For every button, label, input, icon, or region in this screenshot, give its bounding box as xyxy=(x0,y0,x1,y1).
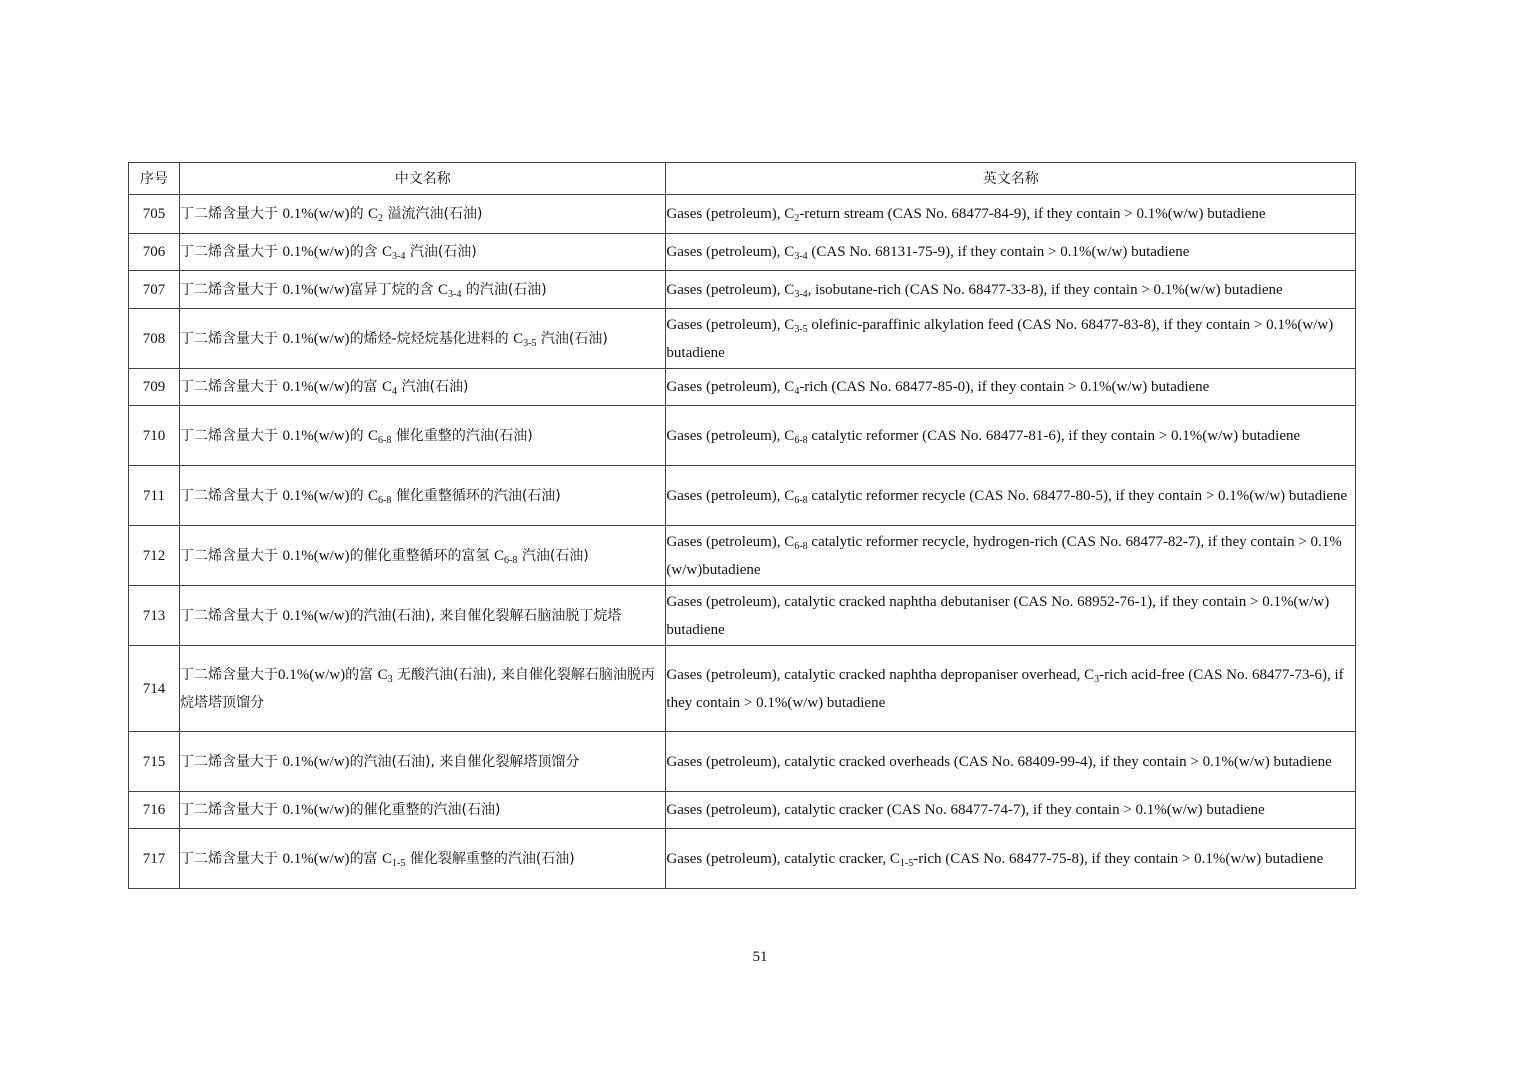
page-number: 51 xyxy=(752,949,768,965)
name-text-segment: 0.1%(w/w) xyxy=(282,330,350,347)
table-row xyxy=(129,586,1356,646)
name-text-segment: 丁二烯含量大于 xyxy=(180,244,283,260)
serial-number-cell: 715 xyxy=(129,732,180,792)
subscript-text: 4 xyxy=(794,386,800,397)
substance-table xyxy=(128,162,1356,889)
chinese-name-cell xyxy=(180,466,666,526)
name-text-segment: 0.1%(w/w) xyxy=(282,487,350,504)
chinese-name-cell xyxy=(180,195,666,234)
name-text-segment: 丁二烯含量大于 xyxy=(180,802,283,818)
serial-number-cell: 706 xyxy=(129,234,180,271)
name-text-segment: Gases (petroleum), C xyxy=(666,316,795,333)
subscript-text: 3 xyxy=(387,673,393,685)
name-text-segment: 汽油(石油) xyxy=(517,547,589,564)
table-row xyxy=(129,732,1356,792)
table-row xyxy=(129,234,1356,271)
header-chinese-name: 中文名称 xyxy=(180,163,666,195)
name-text-segment: 的 xyxy=(349,487,369,504)
chinese-name-cell xyxy=(180,271,666,309)
name-text-segment: 0.1%(w/w) xyxy=(282,753,350,770)
name-text-segment: 的汽油(石油) xyxy=(461,281,547,298)
name-text-segment: 汽油(石油) xyxy=(405,244,477,260)
name-text-segment: 汽油(石油) xyxy=(536,330,608,347)
name-text-segment: 丁二烯含量大于 xyxy=(180,281,283,298)
subscript-text: 6-8 xyxy=(794,540,808,552)
subscript-text: 3-4 xyxy=(794,288,808,300)
name-text-segment: 的 xyxy=(349,206,369,222)
name-text-segment: 丁二烯含量大于 xyxy=(180,666,279,683)
name-text-segment: 0.1%(w/w) xyxy=(282,547,350,564)
subscript-text: 6-8 xyxy=(794,434,808,446)
name-text-segment: 0.1%(w/w) xyxy=(282,607,350,624)
english-name-cell xyxy=(666,369,1356,406)
table-row xyxy=(129,526,1356,586)
name-text-segment: 的汽油(石油), 来自催化裂解塔顶馏分 xyxy=(349,753,580,770)
name-text-segment: C xyxy=(438,281,449,298)
english-name-cell xyxy=(666,646,1356,732)
name-text-segment: Gases (petroleum), C xyxy=(666,427,795,444)
name-text-segment: 丁二烯含量大于 xyxy=(180,753,283,770)
table-row xyxy=(129,195,1356,234)
name-text-segment: Gases (petroleum), C xyxy=(666,487,795,504)
chinese-name-cell xyxy=(180,309,666,369)
name-text-segment: C xyxy=(382,244,393,260)
name-text-segment: -rich (CAS No. 68477-85-0), if they contain > 0.1%(w/w) butadiene xyxy=(799,379,1210,395)
name-text-segment: -rich (CAS No. 68477-75-8), if they contain > 0.1%(w/w) butadiene xyxy=(913,850,1324,867)
name-text-segment: 的催化重整的汽油(石油) xyxy=(349,802,501,818)
name-text-segment: 丁二烯含量大于 xyxy=(180,850,283,867)
name-text-segment: Gases (petroleum), catalytic cracked naphtha depropaniser overhead, C xyxy=(666,666,1095,683)
serial-number-cell: 707 xyxy=(129,271,180,309)
name-text-segment: C xyxy=(368,487,379,504)
serial-number-cell: 712 xyxy=(129,526,180,586)
table-row xyxy=(129,369,1356,406)
name-text-segment: Gases (petroleum), catalytic cracker (CAS No. 68477-74-7), if they contain > 0.1%(w/w) butadiene xyxy=(666,802,1265,818)
english-name-cell xyxy=(666,234,1356,271)
subscript-text: 3-5 xyxy=(794,323,808,335)
name-text-segment: 的汽油(石油), 来自催化裂解石脑油脱丁烷塔 xyxy=(349,607,622,624)
subscript-text: 6-8 xyxy=(378,434,392,446)
table-header-row xyxy=(129,163,1356,195)
name-text-segment: Gases (petroleum), C xyxy=(666,244,795,260)
chinese-name-cell xyxy=(180,234,666,271)
serial-number-cell: 705 xyxy=(129,195,180,234)
chinese-name-cell xyxy=(180,792,666,829)
english-name-cell xyxy=(666,309,1356,369)
name-text-segment: -rich acid-free (CAS No. 68477-73-6), if they contain > 0.1%(w/w) butadiene xyxy=(666,666,1344,711)
name-text-segment: 丁二烯含量大于 xyxy=(180,379,283,395)
name-text-segment: Gases (petroleum), C xyxy=(666,379,795,395)
name-text-segment: olefinic-paraffinic alkylation feed (CAS No. 68477-83-8), if they contain > 0.1%(w/w) butadiene xyxy=(666,316,1334,361)
name-text-segment: 0.1%(w/w) xyxy=(282,802,350,818)
name-text-segment: -return stream (CAS No. 68477-84-9), if they contain > 0.1%(w/w) butadiene xyxy=(799,206,1266,222)
english-name-cell xyxy=(666,466,1356,526)
subscript-text: 6-8 xyxy=(378,494,392,506)
serial-number-cell: 709 xyxy=(129,369,180,406)
chinese-name-cell xyxy=(180,646,666,732)
name-text-segment: C xyxy=(368,427,379,444)
name-text-segment: , isobutane-rich (CAS No. 68477-33-8), if they contain > 0.1%(w/w) butadiene xyxy=(807,281,1283,298)
chinese-name-cell xyxy=(180,526,666,586)
header-serial-number: 序号 xyxy=(129,163,180,195)
english-name-cell xyxy=(666,526,1356,586)
name-text-segment: 溢流汽油(石油) xyxy=(383,206,483,222)
table-row xyxy=(129,309,1356,369)
chinese-name-cell xyxy=(180,586,666,646)
serial-number-cell: 716 xyxy=(129,792,180,829)
name-text-segment: 丁二烯含量大于 xyxy=(180,547,283,564)
serial-number-cell: 710 xyxy=(129,406,180,466)
name-text-segment: Gases (petroleum), C xyxy=(666,206,795,222)
name-text-segment: 的催化重整循环的富氢 xyxy=(349,547,495,564)
chinese-name-cell xyxy=(180,406,666,466)
table-row xyxy=(129,829,1356,889)
table-row xyxy=(129,792,1356,829)
subscript-text: 1-5 xyxy=(899,857,914,869)
subscript-text: 2 xyxy=(794,213,800,224)
name-text-segment: (CAS No. 68131-75-9), if they contain > 0.1%(w/w) butadiene xyxy=(807,244,1190,260)
name-text-segment: C xyxy=(382,850,393,867)
subscript-text: 3-4 xyxy=(392,251,406,262)
english-name-cell xyxy=(666,829,1356,889)
name-text-segment: C xyxy=(494,547,505,564)
name-text-segment: Gases (petroleum), catalytic cracked naphtha debutaniser (CAS No. 68952-76-1), if they contain > 0.1%(w/w) butadiene xyxy=(666,593,1330,638)
table-row xyxy=(129,646,1356,732)
name-text-segment: 0.1%(w/w) xyxy=(282,281,350,298)
serial-number-cell: 708 xyxy=(129,309,180,369)
name-text-segment: catalytic reformer (CAS No. 68477-81-6), if they contain > 0.1%(w/w) butadiene xyxy=(807,427,1301,444)
serial-number-cell: 711 xyxy=(129,466,180,526)
name-text-segment: C xyxy=(382,379,393,395)
subscript-text: 1-5 xyxy=(392,857,406,869)
table-row xyxy=(129,466,1356,526)
name-text-segment: 丁二烯含量大于 xyxy=(180,427,283,444)
english-name-cell xyxy=(666,586,1356,646)
name-text-segment: 的富 xyxy=(349,850,383,867)
name-text-segment: Gases (petroleum), C xyxy=(666,533,795,550)
english-name-cell xyxy=(666,732,1356,792)
chinese-name-cell xyxy=(180,732,666,792)
table-row xyxy=(129,406,1356,466)
serial-number-cell: 713 xyxy=(129,586,180,646)
subscript-text: 4 xyxy=(392,386,398,397)
name-text-segment: 的富 xyxy=(349,379,383,395)
subscript-text: 3-4 xyxy=(448,288,462,300)
name-text-segment: 的烯烃-烷烃烷基化进料的 xyxy=(349,330,514,347)
name-text-segment: 富异丁烷的含 xyxy=(349,281,439,298)
english-name-cell xyxy=(666,792,1356,829)
name-text-segment: 催化裂解重整的汽油(石油) xyxy=(405,850,575,867)
name-text-segment: 丁二烯含量大于 xyxy=(180,607,283,624)
name-text-segment: 0.1%(w/w) xyxy=(282,379,350,395)
subscript-text: 6-8 xyxy=(794,494,808,506)
name-text-segment: C xyxy=(368,206,379,222)
serial-number-cell: 717 xyxy=(129,829,180,889)
name-text-segment: catalytic reformer recycle, hydrogen-rich (CAS No. 68477-82-7), if they contain > 0.1%(w/w)butadiene xyxy=(666,533,1342,578)
name-text-segment: 0.1%(w/w) xyxy=(282,244,350,260)
chinese-name-cell xyxy=(180,369,666,406)
serial-number-cell: 714 xyxy=(129,646,180,732)
name-text-segment: 丁二烯含量大于 xyxy=(180,487,283,504)
name-text-segment: 的富 xyxy=(345,666,378,683)
name-text-segment: catalytic reformer recycle (CAS No. 68477-80-5), if they contain > 0.1%(w/w) butadiene xyxy=(807,487,1348,504)
subscript-text: 3-4 xyxy=(794,251,808,262)
subscript-text: 3-5 xyxy=(523,337,537,349)
english-name-cell xyxy=(666,195,1356,234)
header-english-name: 英文名称 xyxy=(666,163,1356,195)
name-text-segment: 的含 xyxy=(349,244,383,260)
english-name-cell xyxy=(666,406,1356,466)
name-text-segment: 丁二烯含量大于 xyxy=(180,206,283,222)
name-text-segment: 催化重整循环的汽油(石油) xyxy=(391,487,561,504)
subscript-text: 2 xyxy=(378,213,384,224)
name-text-segment: 汽油(石油) xyxy=(397,379,469,395)
name-text-segment: 丁二烯含量大于 xyxy=(180,330,283,347)
name-text-segment: C xyxy=(377,666,388,683)
chinese-name-cell xyxy=(180,829,666,889)
subscript-text: 6-8 xyxy=(504,554,518,566)
name-text-segment: 的 xyxy=(349,427,369,444)
name-text-segment: 无酸汽油(石油), 来自催化裂解石脑油脱丙烷塔塔顶馏分 xyxy=(180,666,655,711)
name-text-segment: 催化重整的汽油(石油) xyxy=(391,427,533,444)
name-text-segment: Gases (petroleum), catalytic cracker, C xyxy=(666,850,900,867)
name-text-segment: Gases (petroleum), C xyxy=(666,281,795,298)
subscript-text: 3 xyxy=(1094,673,1100,685)
table-row xyxy=(129,271,1356,309)
name-text-segment: 0.1%(w/w) xyxy=(282,206,350,222)
english-name-cell xyxy=(666,271,1356,309)
name-text-segment: 0.1%(w/w) xyxy=(282,850,350,867)
name-text-segment: 0.1%(w/w) xyxy=(278,666,346,683)
name-text-segment: C xyxy=(513,330,524,347)
name-text-segment: Gases (petroleum), catalytic cracked overheads (CAS No. 68409-99-4), if they contain > 0.1%(w/w) butadiene xyxy=(666,753,1332,770)
name-text-segment: 0.1%(w/w) xyxy=(282,427,350,444)
